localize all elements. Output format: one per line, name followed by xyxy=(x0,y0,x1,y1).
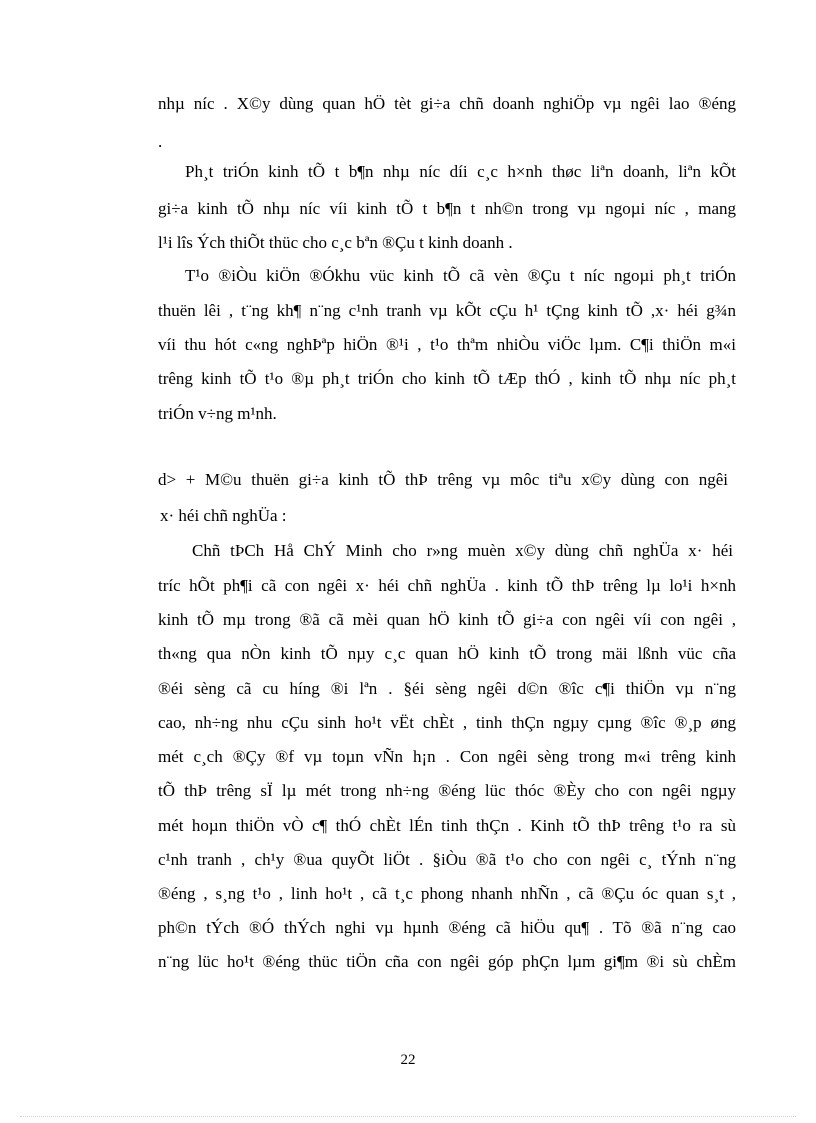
text-line: cao, nh÷ng nhu cÇu sinh ho¹t vËt chÈt , tinh thÇn ngµy cµng ®îc ®¸p øng xyxy=(158,713,736,732)
text-line: ®éng , s¸ng t¹o , linh ho¹t , cã t¸c phong nhanh nhÑn , cã ®Çu óc quan s¸t , xyxy=(158,884,736,903)
text-line: Chñ tÞCh Hå ChÝ Minh cho r»ng muèn x©y dùng chñ nghÜa x· héi xyxy=(192,541,733,560)
page-number: 22 xyxy=(400,1052,416,1068)
text-line: trêng kinh tÕ t¹o ®µ ph¸t triÓn cho kinh tÕ tÆp thÓ , kinh tÕ nhµ níc ph¸t xyxy=(158,369,736,388)
text-line: nhµ níc . X©y dùng quan hÖ tèt gi÷a chñ doanh nghiÖp vµ ngêi lao ®éng xyxy=(158,94,736,113)
text-line: ph©n tÝch ®Ó thÝch nghi vµ hµnh ®éng cã hiÖu qu¶ . Tõ ®ã n¨ng cao xyxy=(158,918,736,937)
text-line: T¹o ®iÒu kiÖn ®Ókhu vüc kinh tÕ cã vèn ®Çu t níc ngoµi ph¸t triÓn xyxy=(185,266,736,285)
text-line: . xyxy=(158,132,163,151)
section-heading: x· héi chñ nghÜa : xyxy=(160,506,287,525)
text-line: th«ng qua nÒn kinh tÕ nµy c¸c quan hÖ kinh tÕ trong mäi lßnh vüc cña xyxy=(158,644,736,663)
text-line: Ph¸t triÓn kinh tÕ t b¶n nhµ níc díi c¸c h×nh thøc liªn doanh, liªn kÕt xyxy=(185,162,736,181)
text-line: tríc hÕt ph¶i cã con ngêi x· héi chñ nghÜa . kinh tÕ thÞ trêng lµ lo¹i h×nh xyxy=(158,576,736,595)
text-line: mét hoµn thiÖn vÒ c¶ thÓ chÈt lÉn tinh thÇn . Kinh tÕ thÞ trêng t¹o ra sù xyxy=(158,816,736,835)
text-line: gi÷a kinh tÕ nhµ níc víi kinh tÕ t b¶n t nh©n trong vµ ngoµi níc , mang xyxy=(158,199,736,218)
text-line: mét c¸ch ®Çy ®f vµ toµn vÑn h¡n . Con ngêi sèng trong m«i trêng kinh xyxy=(158,747,736,766)
text-line: ®éi sèng cã cu híng ®i lªn . §éi sèng ngêi d©n ®îc c¶i thiÖn vµ n¨ng xyxy=(158,679,736,698)
text-line: c¹nh tranh , ch¹y ®ua quyÕt liÖt . §iÒu ®ã t¹o cho con ngêi c¸ tÝnh n¨ng xyxy=(158,850,736,869)
text-line: kinh tÕ mµ trong ®ã cã mèi quan hÖ kinh tÕ gi÷a con ngêi víi con ngêi , xyxy=(158,610,736,629)
text-line: l¹i lîs Ých thiÕt thüc cho c¸c bªn ®Çu t kinh doanh . xyxy=(158,233,513,252)
page-bottom-divider xyxy=(20,1116,796,1117)
text-line: tÕ thÞ trêng sÏ lµ mét trong nh÷ng ®éng lüc thóc ®Èy cho con ngêi ngµy xyxy=(158,781,736,800)
text-line: triÓn v÷ng m¹nh. xyxy=(158,404,277,423)
text-line: n¨ng lüc ho¹t ®éng thüc tiÖn cña con ngêi góp phÇn lµm gi¶m ®i sù chÈm xyxy=(158,952,736,971)
text-line: thuën lêi , t¨ng kh¶ n¨ng c¹nh tranh vµ kÕt cÇu h¹ tÇng kinh tÕ ,x· héi g¾n xyxy=(158,301,736,320)
section-heading: d> + M©u thuën gi÷a kinh tÕ thÞ trêng vµ môc tiªu x©y dùng con ngêi xyxy=(158,470,728,489)
text-line: víi thu hót c«ng nghÞªp hiÖn ®¹i , t¹o thªm nhiÒu viÖc lµm. C¶i thiÖn m«i xyxy=(158,335,736,354)
